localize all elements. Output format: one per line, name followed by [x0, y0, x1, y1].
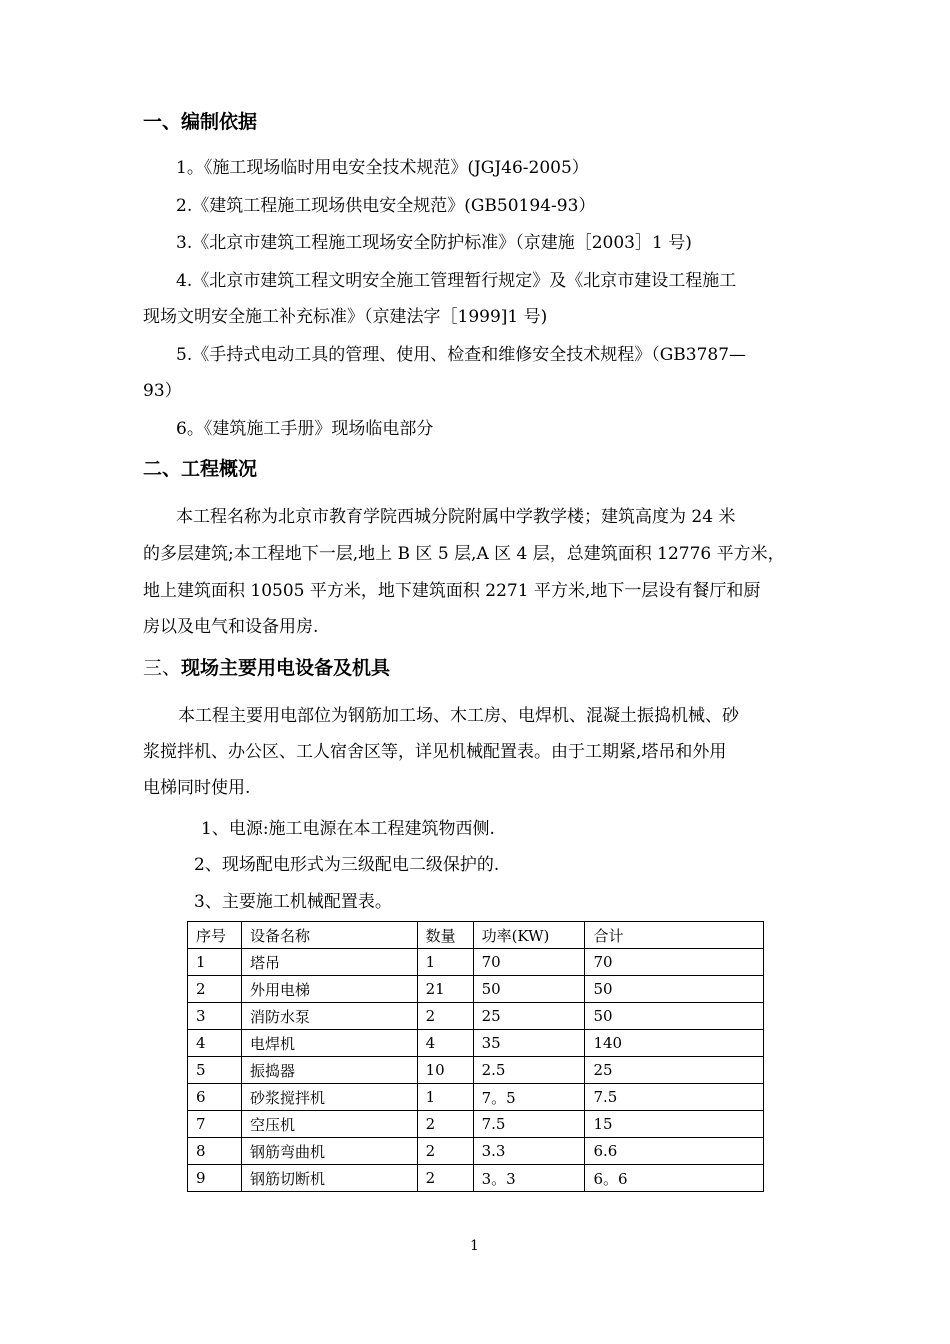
table-cell: 70: [585, 949, 764, 976]
table-cell: 钢筋弯曲机: [241, 1138, 417, 1165]
table-cell: 1: [188, 949, 242, 976]
table-cell: 6: [188, 1084, 242, 1111]
table-cell: 5: [188, 1057, 242, 1084]
table-row: [188, 1111, 764, 1138]
table-cell: 1: [417, 1084, 473, 1111]
table-cell: 3: [188, 1003, 242, 1030]
overview-paragraph-line: 的多层建筑;本工程地下一层,地上 B 区 5 层,A 区 4 层，总建筑面积 12776 平方米，: [143, 544, 785, 564]
page-number: 1: [470, 1238, 479, 1254]
reference-item: 4.《北京市建筑工程文明安全施工管理暂行规定》及《北京市建设工程施工: [176, 271, 737, 291]
reference-item: 3.《北京市建筑工程施工现场安全防护标准》（京建施［2003］1 号): [176, 233, 692, 253]
table-cell: 3.3: [473, 1138, 585, 1165]
table-cell: 70: [473, 949, 585, 976]
table-row: [188, 1165, 764, 1192]
table-cell: 25: [473, 1003, 585, 1030]
table-cell: 25: [585, 1057, 764, 1084]
table-cell: 2: [188, 976, 242, 1003]
equipment-point: 2、现场配电形式为三级配电二级保护的.: [194, 855, 500, 875]
equipment-table: [187, 921, 764, 1192]
table-cell: 50: [585, 976, 764, 1003]
reference-item: 5.《手持式电动工具的管理、使用、检查和维修安全技术规程》（GB3787—: [176, 345, 747, 365]
table-cell: 1: [417, 949, 473, 976]
table-row: [188, 1057, 764, 1084]
table-cell: 2: [417, 1138, 473, 1165]
table-cell: 50: [473, 976, 585, 1003]
overview-paragraph-line: 本工程名称为北京市教育学院西城分院附属中学教学楼；建筑高度为 24 米: [176, 507, 736, 527]
equipment-point: 1、电源:施工电源在本工程建筑物西侧.: [201, 819, 495, 839]
reference-item: 1。《施工现场临时用电安全技术规范》(JGJ46-2005）: [176, 158, 589, 178]
overview-paragraph-line: 地上建筑面积 10505 平方米，地下建筑面积 2271 平方米,地下一层设有餐厅和厨: [143, 581, 761, 601]
equipment-paragraph-line: 本工程主要用电部位为钢筋加工场、木工房、电焊机、混凝土振捣机械、砂: [178, 706, 739, 726]
table-cell: 2: [417, 1003, 473, 1030]
table-row: [188, 976, 764, 1003]
table-cell: 振捣器: [241, 1057, 417, 1084]
table-cell: 140: [585, 1030, 764, 1057]
table-cell: 2: [417, 1111, 473, 1138]
table-cell: 35: [473, 1030, 585, 1057]
table-cell: 2.5: [473, 1057, 585, 1084]
section-3-title: [143, 656, 390, 680]
table-cell: 3。3: [473, 1165, 585, 1192]
table-header-cell: 序号: [188, 922, 242, 949]
table-cell: 15: [585, 1111, 764, 1138]
table-cell: 6.6: [585, 1138, 764, 1165]
overview-paragraph-line: 房以及电气和设备用房.: [143, 617, 319, 637]
table-row: [188, 1003, 764, 1030]
table-header-row: [188, 922, 764, 949]
reference-item-continued: 93）: [143, 381, 182, 401]
table-row: [188, 1030, 764, 1057]
table-row: [188, 949, 764, 976]
table-header-cell: 合计: [585, 922, 764, 949]
table-cell: 8: [188, 1138, 242, 1165]
equipment-paragraph-line: 浆搅拌机、办公区、工人宿舍区等，详见机械配置表。由于工期紧,塔吊和外用: [143, 742, 727, 762]
table-cell: 4: [188, 1030, 242, 1057]
reference-item-continued: 现场文明安全施工补充标准》（京建法字［1999]1 号): [143, 307, 548, 327]
table-cell: 50: [585, 1003, 764, 1030]
equipment-paragraph-line: 电梯同时使用.: [143, 778, 251, 798]
section-3-number: 三、: [143, 657, 182, 679]
table-cell: 砂浆搅拌机: [241, 1084, 417, 1111]
table-cell: 电焊机: [241, 1030, 417, 1057]
table-header-cell: 设备名称: [241, 922, 417, 949]
table-cell: 塔吊: [241, 949, 417, 976]
table-cell: 10: [417, 1057, 473, 1084]
table-cell: 7。5: [473, 1084, 585, 1111]
reference-item: 6。《建筑施工手册》现场临电部分: [176, 419, 434, 439]
table-cell: 空压机: [241, 1111, 417, 1138]
table-cell: 钢筋切断机: [241, 1165, 417, 1192]
table-cell: 外用电梯: [241, 976, 417, 1003]
table-cell: 2: [417, 1165, 473, 1192]
table-cell: 7.5: [473, 1111, 585, 1138]
section-1-title: 一、编制依据: [143, 111, 258, 133]
table-header-cell: 数量: [417, 922, 473, 949]
table-row: [188, 1084, 764, 1111]
table-cell: 消防水泵: [241, 1003, 417, 1030]
section-3-title-text: 现场主要用电设备及机具: [181, 657, 391, 679]
table-header-cell: 功率(KW): [473, 922, 585, 949]
table-row: [188, 1138, 764, 1165]
equipment-point: 3、主要施工机械配置表。: [194, 892, 392, 912]
table-cell: 7: [188, 1111, 242, 1138]
table-cell: 9: [188, 1165, 242, 1192]
table-cell: 21: [417, 976, 473, 1003]
table-cell: 7.5: [585, 1084, 764, 1111]
table-cell: 6。6: [585, 1165, 764, 1192]
section-2-title: 二、工程概况: [143, 458, 258, 480]
reference-item: 2.《建筑工程施工现场供电安全规范》(GB50194-93）: [176, 196, 596, 216]
table-cell: 4: [417, 1030, 473, 1057]
